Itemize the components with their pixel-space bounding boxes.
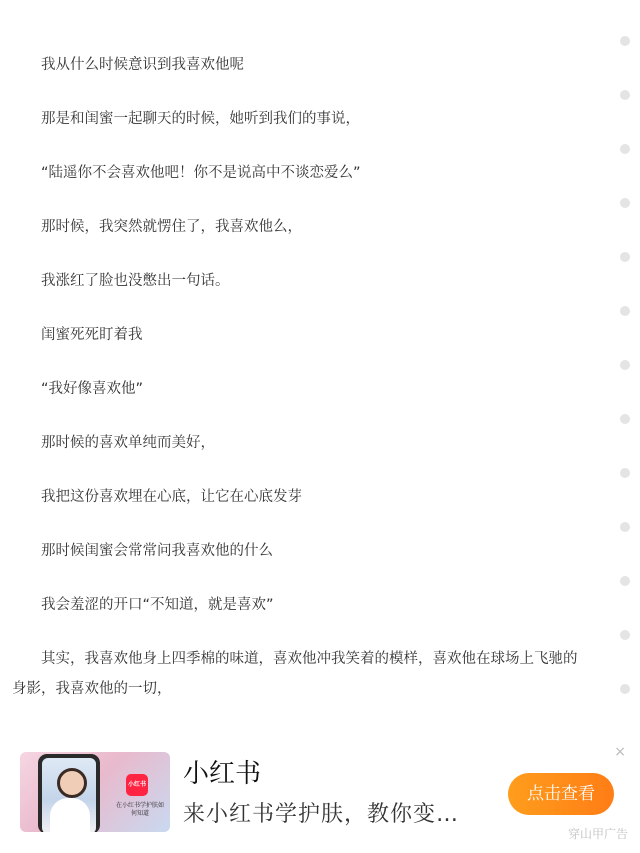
- ad-thumbnail[interactable]: [20, 752, 170, 832]
- ad-banner[interactable]: [0, 740, 640, 853]
- paragraph: 那时候，我突然就愣住了，我喜欢他么，: [41, 219, 302, 235]
- xiaohongshu-logo-icon: 小红书: [126, 774, 148, 796]
- thumbnail-caption: 在小红书学护肤如何知道: [115, 802, 164, 817]
- paragraph: “我好像喜欢他”: [41, 381, 144, 397]
- scroll-dot: [620, 306, 630, 316]
- paragraph: 闺蜜死死盯着我: [41, 327, 143, 343]
- ad-source-label: 穿山甲广告: [567, 827, 628, 841]
- person-body-image: [50, 798, 90, 832]
- phone-image: [38, 754, 100, 832]
- paragraph: 我涨红了脸也没憋出一句话。: [41, 273, 230, 289]
- phone-screen: [42, 758, 96, 832]
- paragraph: 我把这份喜欢埋在心底，让它在心底发芽: [41, 489, 302, 505]
- scroll-dot: [620, 144, 630, 154]
- scroll-dot: [620, 360, 630, 370]
- paragraph: 我从什么时候意识到我喜欢他呢: [41, 57, 244, 73]
- page-scroll-indicator: [620, 36, 632, 738]
- view-button[interactable]: 点击查看: [508, 773, 614, 815]
- scroll-dot: [620, 468, 630, 478]
- paragraph: 那是和闺蜜一起聊天的时候，她听到我们的事说，: [41, 111, 360, 127]
- paragraph: “陆遥你不会喜欢他吧！你不是说高中不谈恋爱么”: [41, 165, 361, 181]
- scroll-dot: [620, 630, 630, 640]
- scroll-dot: [620, 414, 630, 424]
- ad-description[interactable]: 来小红书学护肤，教你变…: [183, 802, 460, 827]
- scroll-dot: [620, 36, 630, 46]
- scroll-dot: [620, 90, 630, 100]
- paragraph: 那时候的喜欢单纯而美好，: [41, 435, 215, 451]
- ad-title[interactable]: 小红书: [183, 759, 262, 789]
- person-image: [57, 768, 87, 798]
- scroll-dot: [620, 198, 630, 208]
- paragraph: 我会羞涩的开口“不知道，就是喜欢”: [41, 597, 274, 613]
- scroll-dot: [620, 576, 630, 586]
- paragraph: 其实，我喜欢他身上四季棉的味道，喜欢他冲我笑着的模样，喜欢他在球场上飞驰的身影，我喜欢他的一切，: [12, 651, 578, 697]
- close-icon[interactable]: ×: [614, 744, 626, 760]
- scroll-dot: [620, 522, 630, 532]
- paragraph: 那时候闺蜜会常常问我喜欢他的什么: [41, 543, 273, 559]
- article-body: [0, 50, 600, 704]
- scroll-dot: [620, 684, 630, 694]
- scroll-dot: [620, 252, 630, 262]
